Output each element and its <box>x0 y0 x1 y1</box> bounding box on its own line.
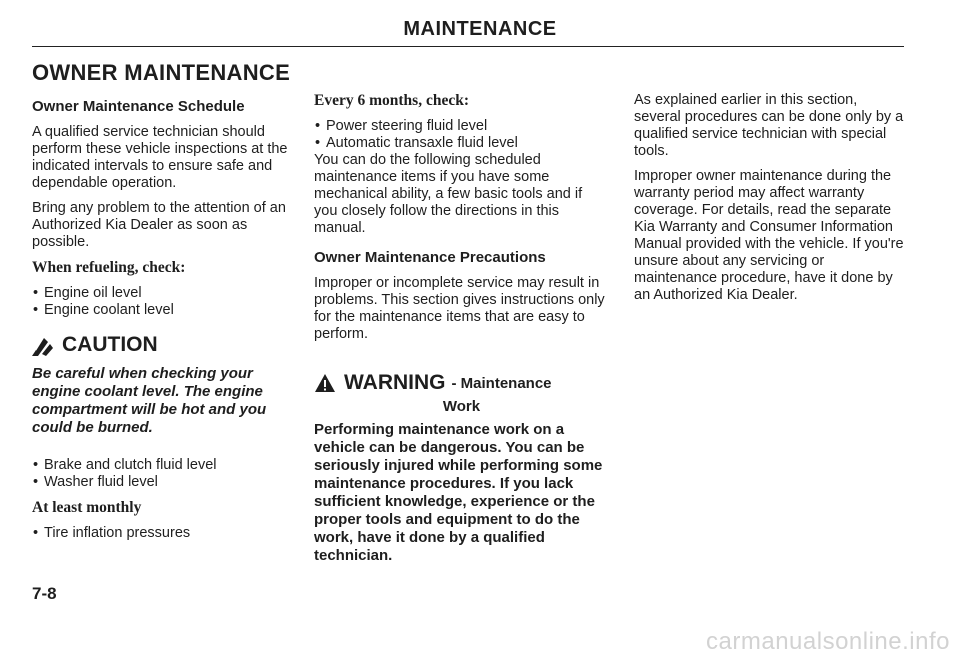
schedule-heading: Owner Maintenance Schedule <box>32 98 245 115</box>
list-item: • Tire inflation pressures <box>32 525 294 542</box>
schedule-paragraph: A qualified service technician should perform these vehicle inspections at the indicated intervals to ensure safe and dependable operation. <box>32 124 288 191</box>
caution-icon <box>32 334 54 356</box>
precautions-heading: Owner Maintenance Precautions <box>314 249 546 266</box>
list-item: • Engine coolant level <box>32 302 294 319</box>
monthly-heading: At least monthly <box>32 499 142 516</box>
header-rule <box>32 46 904 47</box>
warning-heading <box>314 371 609 395</box>
warning-icon <box>314 373 336 393</box>
section-title: OWNER MAINTENANCE <box>32 60 291 85</box>
list-item: • Washer fluid level <box>32 474 294 491</box>
qualified-technician-paragraph: As explained earlier in this section, several procedures can be done only by a qualified service technician with special tools. <box>634 92 904 159</box>
column-right <box>634 92 904 312</box>
page-header: MAINTENANCE <box>403 18 557 40</box>
page-number: 7-8 <box>32 584 57 603</box>
caution-text: Be careful when checking your engine coolant level. The engine compartment will be hot and you could be burned. <box>32 365 267 436</box>
dealer-paragraph: Bring any problem to the attention of an Authorized Kia Dealer as soon as possible. <box>32 200 286 250</box>
six-month-list <box>314 118 609 152</box>
list-item: • Brake and clutch fluid level <box>32 457 294 474</box>
watermark: carmanualsonline.info <box>706 628 950 655</box>
refuel-heading: When refueling, check: <box>32 259 186 276</box>
caution-heading <box>32 333 294 357</box>
scheduled-items-paragraph: You can do the following scheduled maintenance items if you have some mechanical ability, a few basic tools and if you closely follow the directions in this manual. <box>314 152 583 236</box>
list-item: • Engine oil level <box>32 285 294 302</box>
column-middle <box>314 92 609 565</box>
list-item: • Automatic transaxle fluid level <box>314 135 609 152</box>
warning-subtitle: - Maintenance <box>451 374 552 392</box>
caution-title: CAUTION <box>62 333 158 356</box>
warning-title: WARNING <box>344 371 446 394</box>
list-item: • Power steering fluid level <box>314 118 609 135</box>
precautions-paragraph: Improper or incomplete service may result in problems. This section gives instructions only for the maintenance items that are easy to perform. <box>314 275 605 342</box>
monthly-list <box>32 525 294 542</box>
warning-subtitle-line2: Work <box>442 398 481 415</box>
warranty-paragraph: Improper owner maintenance during the warranty period may affect warranty coverage. For details, read the separate Kia Warranty and Consumer Information Manual provided with the vehicle. If you're unsure about any servicing or maintenance procedure, have it done by an Authorized Kia Dealer. <box>634 168 904 303</box>
warning-text: Performing maintenance work on a vehicle can be dangerous. You can be seriously injured while performing some maintenance procedures. If you lack sufficient knowledge, experience or the proper tools and equipment to do the work, have it done by a qualified technician. <box>314 421 603 564</box>
six-month-heading: Every 6 months, check: <box>314 92 469 109</box>
column-left <box>32 60 294 550</box>
fluid-list <box>32 457 294 491</box>
refuel-list <box>32 285 294 319</box>
